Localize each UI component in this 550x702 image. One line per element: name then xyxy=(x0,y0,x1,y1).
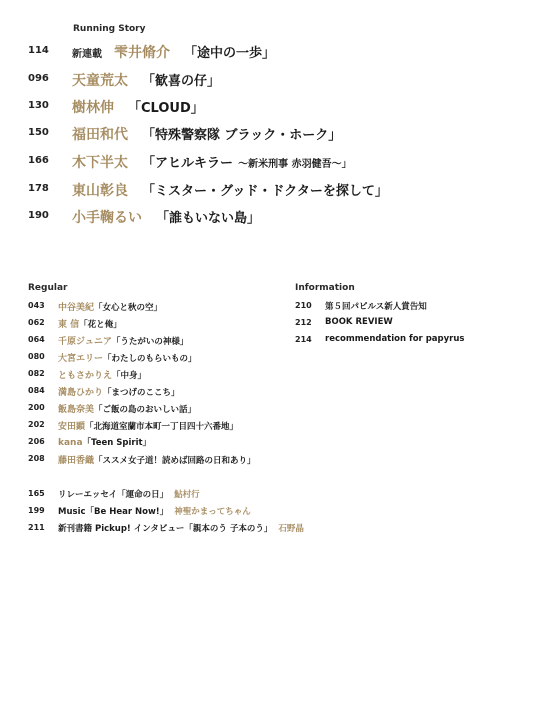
story-author: 樹林伸 xyxy=(72,100,114,116)
story-page: 096 xyxy=(28,73,49,84)
story-author: 福田和代 xyxy=(72,127,128,143)
regular-title: 「ススメ女子道！読めば回路の日和あり」 xyxy=(94,456,256,466)
story-author: 木下半太 xyxy=(72,155,128,171)
regular-author: ともさかりえ xyxy=(58,371,113,381)
story-row[interactable] xyxy=(28,70,538,92)
story-title: 「アヒルキラー xyxy=(142,156,234,171)
information-label: Information xyxy=(295,283,355,293)
regular-title: 「うたがいの神様」 xyxy=(111,337,189,347)
story-page: 130 xyxy=(28,100,49,111)
misc-page: 211 xyxy=(28,523,45,532)
regular-author: kana xyxy=(58,438,83,448)
story-row[interactable] xyxy=(28,42,538,64)
regular-author: 千原ジュニア xyxy=(58,337,112,347)
regular-page: 202 xyxy=(28,420,45,429)
information-text: 第５回パピルス新人賞告知 xyxy=(325,302,427,312)
regular-page: 206 xyxy=(28,437,45,446)
story-author: 天童荒太 xyxy=(72,73,128,89)
misc-text: Music「Be Hear Now!」 xyxy=(58,507,169,517)
regular-page: 082 xyxy=(28,369,45,378)
story-page: 190 xyxy=(28,210,49,221)
story-row[interactable] xyxy=(28,124,538,146)
regular-title: 「まつげのここち」 xyxy=(103,388,180,398)
information-text: recommendation for papyrus xyxy=(325,334,465,344)
story-row[interactable] xyxy=(28,207,538,229)
regular-page: 080 xyxy=(28,352,45,361)
regular-title: 「女心と秋の空」 xyxy=(94,303,163,313)
information-page: 214 xyxy=(295,335,312,344)
regular-title: 「北海道室蘭市本町一丁目四十六番地」 xyxy=(85,422,239,432)
regular-title: 「花と俺」 xyxy=(79,320,122,330)
regular-page: 043 xyxy=(28,301,45,310)
regular-author: 東 信 xyxy=(58,320,80,330)
regular-author: 飯島奈美 xyxy=(58,405,95,415)
story-title: 「誰もいない島」 xyxy=(156,211,261,226)
regular-page: 084 xyxy=(28,386,45,395)
regular-author: 大宮エリー xyxy=(58,354,104,364)
information-page: 210 xyxy=(295,301,312,310)
regular-title: 「わたしのもらいもの」 xyxy=(103,354,197,364)
regular-author: 安田顕 xyxy=(58,422,86,432)
story-subtitle: 〜新米刑事 赤羽健吾〜」 xyxy=(238,159,352,170)
story-title: 「途中の一歩」 xyxy=(184,46,276,61)
story-page: 178 xyxy=(28,183,49,194)
regular-page: 064 xyxy=(28,335,45,344)
story-title: 「CLOUD」 xyxy=(128,101,204,116)
regular-author: 中谷美紀 xyxy=(58,303,95,313)
story-title: 「歓喜の仔」 xyxy=(142,74,221,89)
regular-label: Regular xyxy=(28,283,68,293)
regular-title: 「Teen Spirit」 xyxy=(82,438,152,448)
misc-text: リレーエッセイ「運命の日」 xyxy=(58,490,169,500)
misc-page: 199 xyxy=(28,506,45,515)
misc-author: 石野晶 xyxy=(278,524,304,534)
story-author: 雫井脩介 xyxy=(114,45,170,61)
regular-page: 062 xyxy=(28,318,45,327)
misc-page: 165 xyxy=(28,489,45,498)
story-page: 150 xyxy=(28,127,49,138)
misc-author: 神聖かまってちゃん xyxy=(174,507,251,517)
regular-title: 「中身」 xyxy=(112,371,147,381)
regular-author: 藤田香織 xyxy=(58,456,95,466)
story-author: 東山彰良 xyxy=(72,183,128,199)
regular-page: 200 xyxy=(28,403,45,412)
story-page: 166 xyxy=(28,155,49,166)
story-row[interactable] xyxy=(28,152,538,174)
story-title: 「特殊警察隊 ブラック・ホーク」 xyxy=(142,128,342,143)
regular-title: 「ご飯の島のおいしい話」 xyxy=(94,405,197,415)
misc-text: 新刊書籍 Pickup! インタビュー「親本のう 子本のう」 xyxy=(58,524,273,534)
regular-author: 満島ひかり xyxy=(58,388,104,398)
story-row[interactable] xyxy=(28,97,538,119)
story-page: 114 xyxy=(28,45,49,56)
misc-author: 鮎村行 xyxy=(174,490,200,500)
story-prefix: 新連載 xyxy=(72,49,102,60)
information-text: BOOK REVIEW xyxy=(325,317,393,327)
running-story-label: Running Story xyxy=(73,24,146,34)
information-page: 212 xyxy=(295,318,312,327)
story-author: 小手鞠るい xyxy=(72,210,142,226)
story-row[interactable] xyxy=(28,180,538,202)
story-title: 「ミスター・グッド・ドクターを探して」 xyxy=(142,184,388,199)
regular-page: 208 xyxy=(28,454,45,463)
